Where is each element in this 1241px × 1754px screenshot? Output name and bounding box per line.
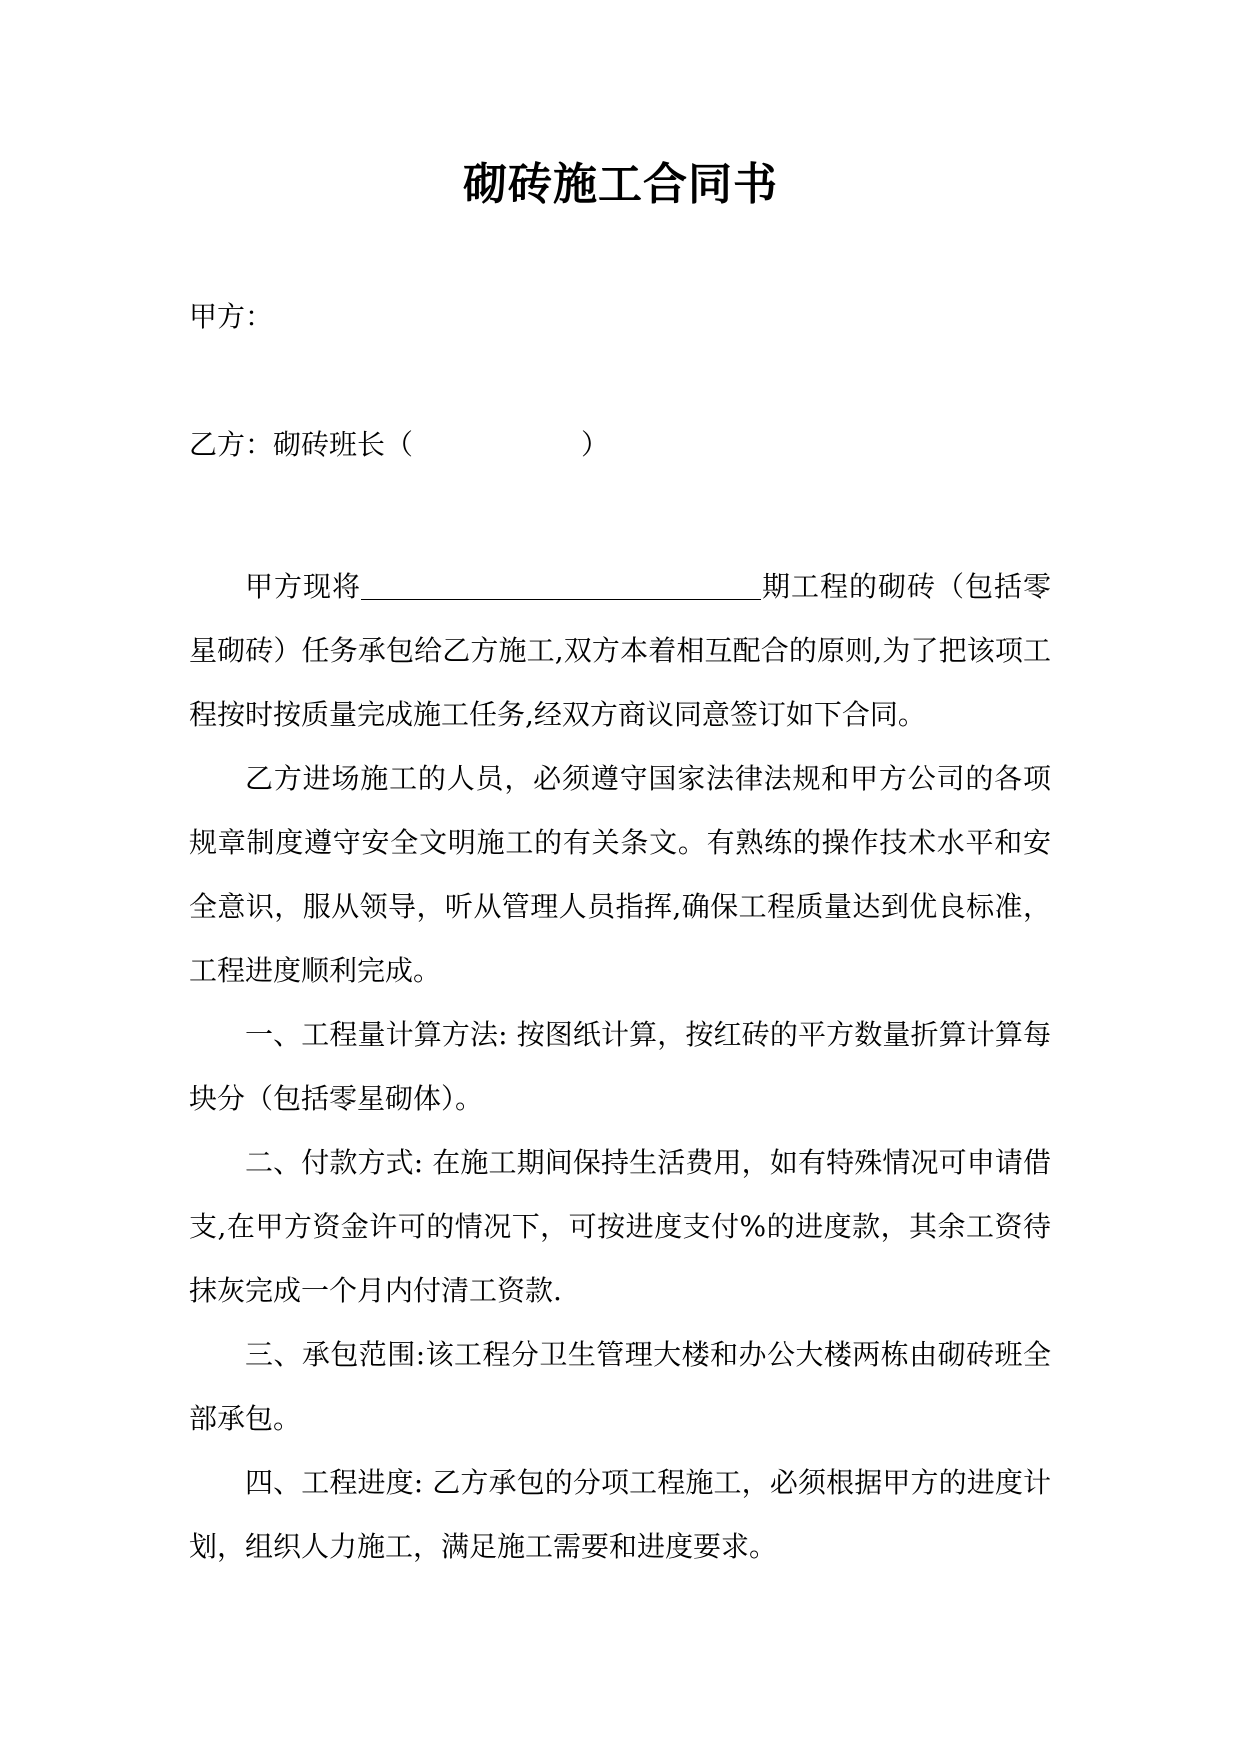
party-a-line: 甲方： xyxy=(189,300,274,333)
intro-after-blank: 期工程的砌砖（包括零星砌砖）任务承包给乙方施工,双方本着相互配合的原则,为了把该项工程按时按质量完成施工任务,经双方商议同意签订如下合同。 xyxy=(189,570,1051,731)
clause-paragraph-quantity: 一、工程量计算方法: 按图纸计算，按红砖的平方数量折算计算每块分（包括零星砌体）。 xyxy=(189,1018,1051,1115)
intro-paragraph xyxy=(189,555,1051,747)
clause-paragraph-schedule: 四、工程进度: 乙方承包的分项工程施工，必须根据甲方的进度计划，组织人力施工，满足施工需要和进度要求。 xyxy=(189,1466,1051,1563)
project-name-blank xyxy=(361,571,761,600)
intro-before-blank: 甲方现将 xyxy=(245,570,361,603)
clause-paragraph-scope: 三、承包范围:该工程分卫生管理大楼和办公大楼两栋由砌砖班全部承包。 xyxy=(189,1338,1051,1435)
party-b-line: 乙方：砌砖班长（ ） xyxy=(189,428,610,461)
document-title: 砌砖施工合同书 xyxy=(463,159,778,210)
contract-body xyxy=(189,555,1051,1579)
clause-paragraph-conduct: 乙方进场施工的人员，必须遵守国家法律法规和甲方公司的各项规章制度遵守安全文明施工的有关条文。有熟练的操作技术水平和安全意识，服从领导，听从管理人员指挥,确保工程质量达到优良标准，工程进度顺利完成。 xyxy=(189,762,1051,987)
clause-paragraph-payment: 二、付款方式: 在施工期间保持生活费用，如有特殊情况可申请借支,在甲方资金许可的情况下，可按进度支付%的进度款，其余工资待抹灰完成一个月内付清工资款. xyxy=(189,1146,1051,1307)
